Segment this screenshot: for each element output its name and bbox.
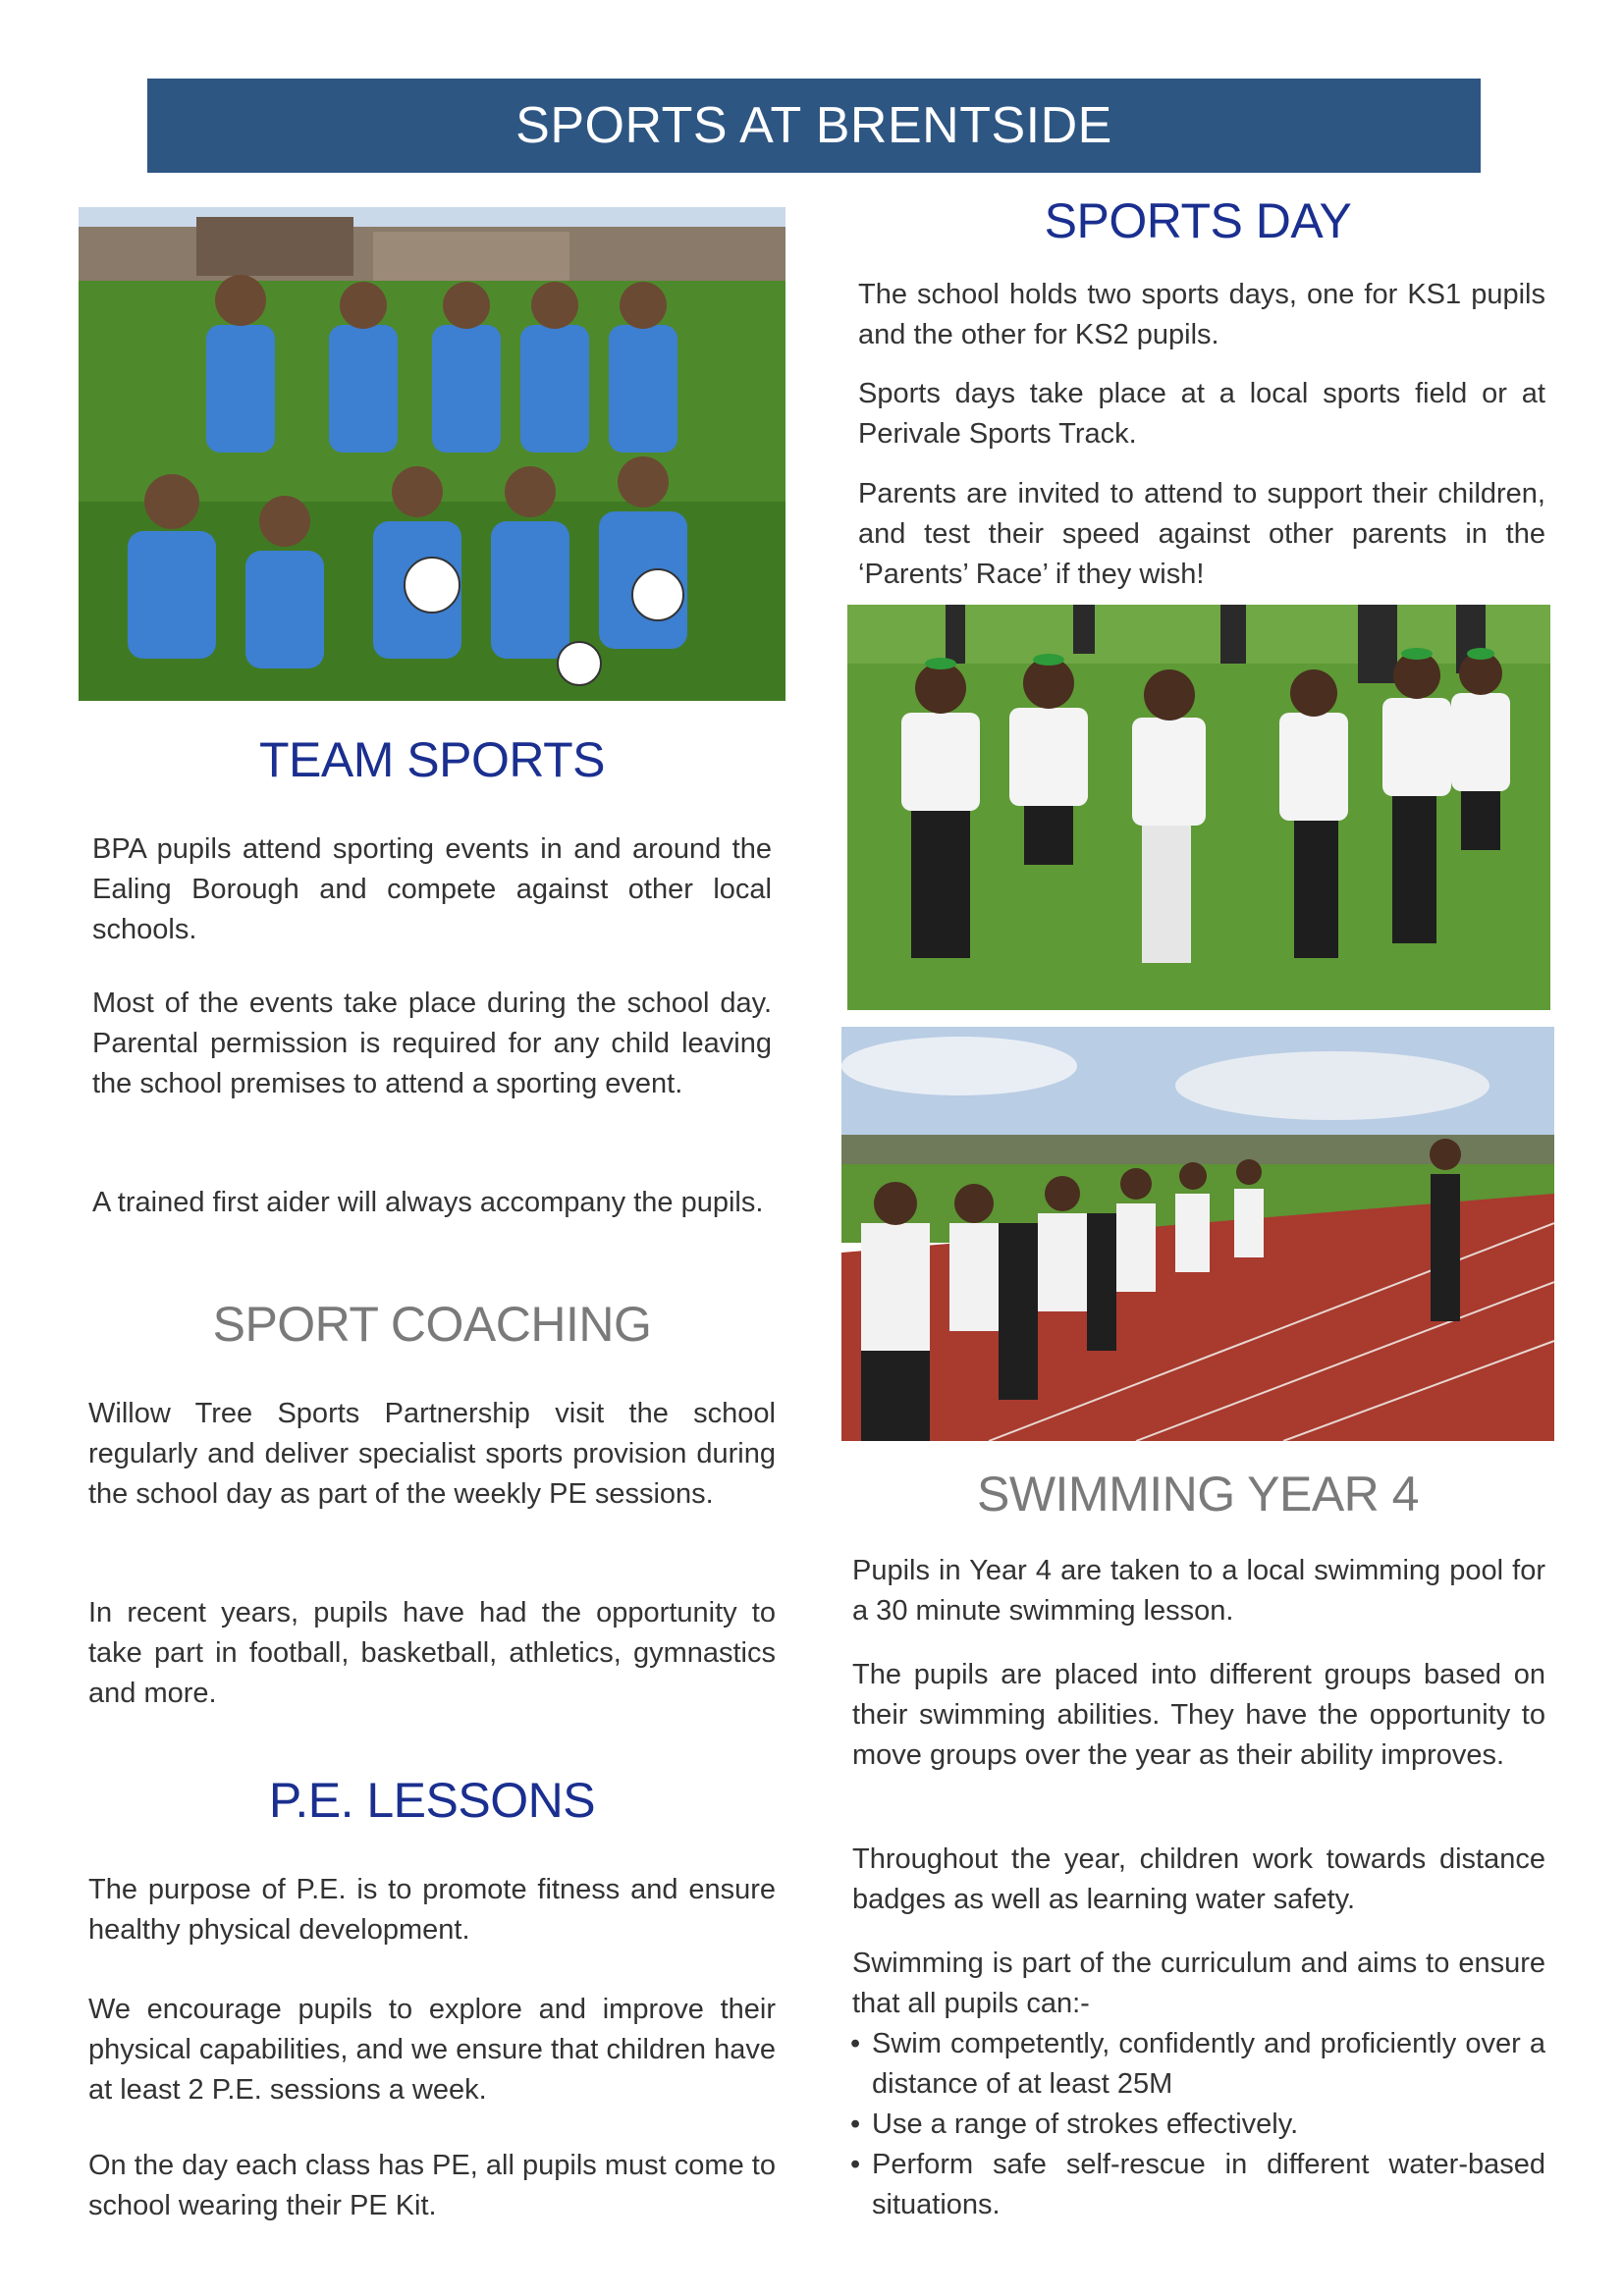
page-title: SPORTS AT BRENTSIDE (515, 97, 1112, 154)
swimming-paragraph: Swimming is part of the curriculum and aims to ensure that all pupils can:- (852, 1948, 1545, 2019)
team-sports-paragraph: BPA pupils attend sporting events in and around the Ealing Borough and compete against other local schools. (92, 833, 772, 945)
team-sports-paragraph: Most of the events take place during the school day. Parental permission is required for any child leaving the school premises to attend a sporting event. (92, 988, 772, 1099)
sport-coaching-paragraph: Willow Tree Sports Partnership visit the school regularly and deliver specialist sports provision during the school day as part of the weekly PE sessions. (88, 1398, 776, 1510)
team-sports-paragraph: A trained first aider will always accompany the pupils. (92, 1187, 764, 1218)
sport-coaching-heading: SPORT COACHING (212, 1297, 652, 1352)
pe-lessons-paragraph: We encourage pupils to explore and improve their physical capabilities, and we ensure that children have at least 2 P.E. sessions a week. (88, 1994, 776, 2106)
list-item: • Perform safe self-rescue in different water-based situations. (850, 2145, 1545, 2225)
team-sports-heading: TEAM SPORTS (259, 732, 605, 787)
swimming-paragraph: The pupils are placed into different groups based on their swimming abilities. They have the opportunity to move groups over the year as their ability improves. (852, 1659, 1545, 1771)
pe-lessons-heading: P.E. LESSONS (268, 1773, 596, 1828)
swimming-heading: SWIMMING YEAR 4 (977, 1467, 1419, 1522)
swimming-aims-list (850, 2024, 1545, 2225)
sports-day-paragraph: Parents are invited to attend to support their children, and test their speed against other parents in the ‘Parents’ Race’ if they wish! (858, 478, 1545, 590)
pe-lessons-paragraph: On the day each class has PE, all pupils must come to school wearing their PE Kit. (88, 2150, 776, 2221)
swimming-paragraph: Throughout the year, children work towards distance badges as well as learning water safety. (852, 1843, 1545, 1915)
list-item: • Use a range of strokes effectively. (850, 2105, 1545, 2145)
sports-day-paragraph: Sports days take place at a local sports field or at Perivale Sports Track. (858, 378, 1545, 450)
list-item: • Swim competently, confidently and proficiently over a distance of at least 25M (850, 2024, 1545, 2105)
running-track-photo (841, 1027, 1554, 1441)
swimming-paragraph: Pupils in Year 4 are taken to a local swimming pool for a 30 minute swimming lesson. (852, 1555, 1545, 1627)
sports-day-heading: SPORTS DAY (1044, 193, 1352, 248)
sports-day-paragraph: The school holds two sports days, one for KS1 pupils and the other for KS2 pupils. (858, 279, 1545, 350)
football-team-photo (79, 207, 785, 701)
sports-day-photo (847, 605, 1550, 1010)
page-banner (147, 79, 1481, 173)
sport-coaching-paragraph: In recent years, pupils have had the opportunity to take part in football, basketball, athletics, gymnastics and more. (88, 1597, 776, 1709)
pe-lessons-paragraph: The purpose of P.E. is to promote fitness and ensure healthy physical development. (88, 1874, 776, 1946)
